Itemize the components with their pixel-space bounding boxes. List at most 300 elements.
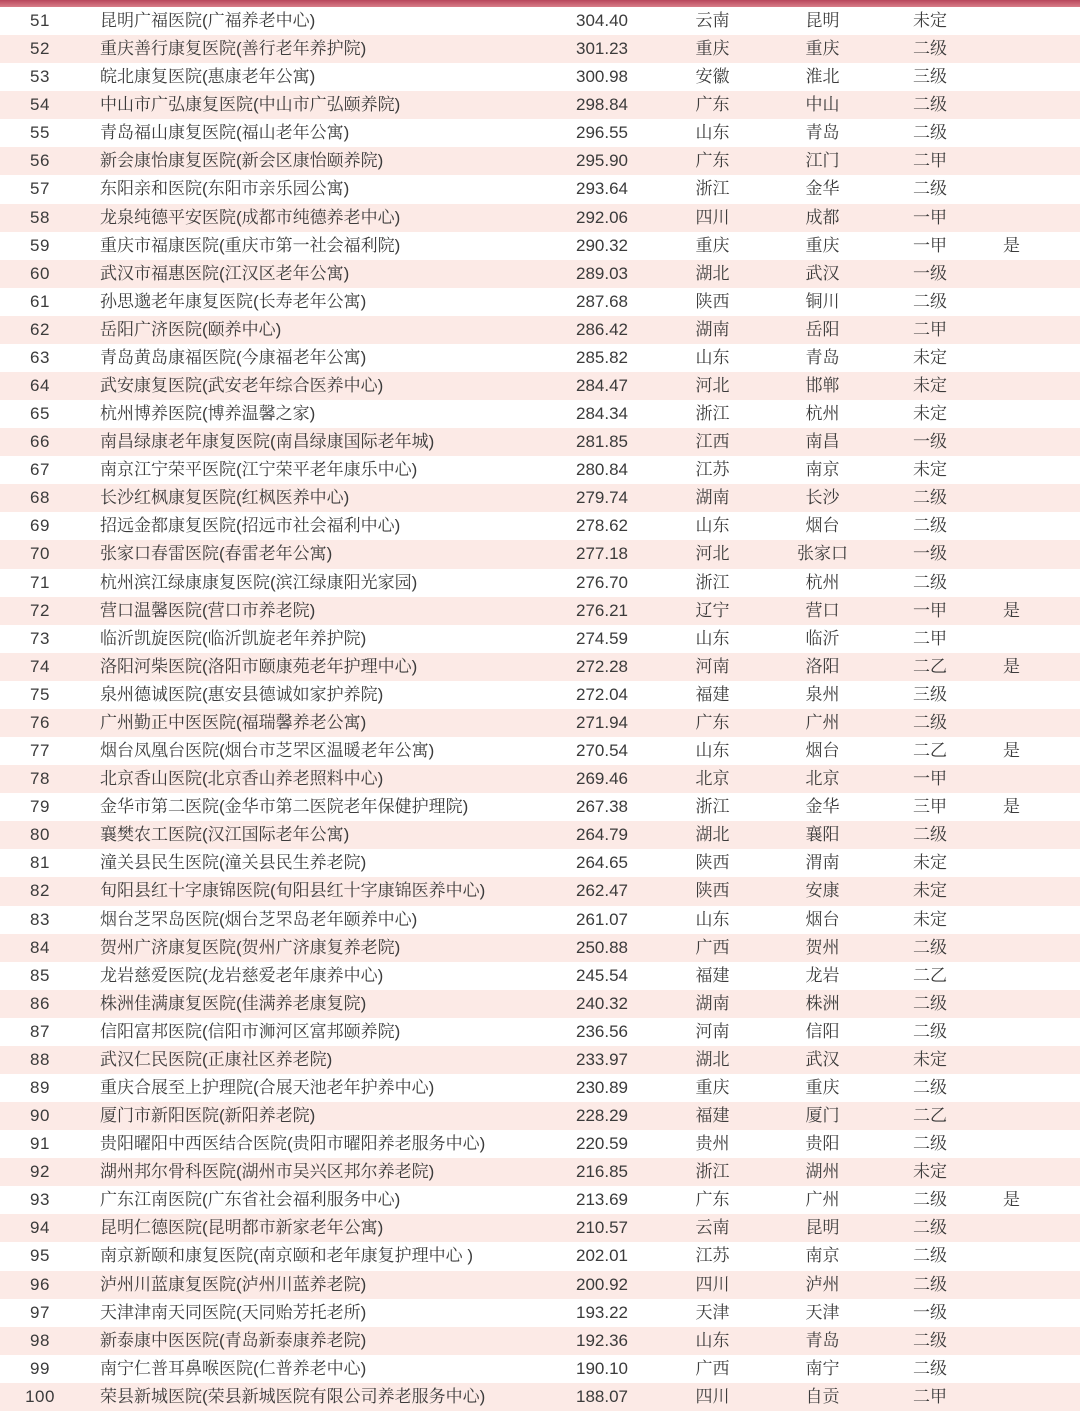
score-cell: 261.07 (576, 909, 628, 929)
hospital-name-cell: 襄樊农工医院(汉江国际老年公寓) (100, 825, 350, 845)
hospital-name-cell: 招远金都康复医院(招远市社会福利中心) (100, 516, 401, 536)
table-row (0, 906, 1080, 934)
rank-cell: 93 (30, 1190, 50, 1210)
hospital-name-cell: 泉州德诚医院(惠安县德诚如家护养院) (100, 684, 384, 704)
city-cell: 杭州 (805, 572, 840, 592)
rank-cell: 69 (30, 516, 50, 536)
city-cell: 安康 (805, 881, 840, 901)
level-cell: 一级 (913, 1302, 947, 1322)
hospital-name-cell: 皖北康复医院(惠康老年公寓) (100, 67, 316, 87)
hospital-name-cell: 昆明广福医院(广福养老中心) (100, 11, 316, 30)
city-cell: 南宁 (805, 1358, 840, 1378)
mark-cell: 是 (1003, 235, 1020, 255)
province-cell: 山东 (695, 741, 730, 761)
hospital-name-cell: 东阳亲和医院(东阳市亲乐园公寓) (100, 179, 350, 199)
level-cell: 二甲 (913, 319, 947, 339)
score-cell: 267.38 (576, 797, 628, 817)
score-cell: 296.55 (576, 123, 628, 143)
level-cell: 三级 (913, 67, 947, 87)
table-row (0, 147, 1080, 175)
mark-cell: 是 (1003, 600, 1020, 620)
level-cell: 一级 (913, 432, 947, 452)
mark-cell: 是 (1003, 656, 1020, 676)
city-cell: 成都 (805, 207, 840, 227)
province-cell: 广西 (695, 937, 730, 957)
province-cell: 广东 (695, 712, 730, 732)
province-cell: 山东 (695, 1330, 730, 1350)
rank-cell: 73 (30, 628, 50, 648)
hospital-name-cell: 武安康复医院(武安老年综合医养中心) (100, 376, 384, 396)
table-row (0, 569, 1080, 597)
table-row (0, 119, 1080, 147)
province-cell: 山东 (695, 628, 730, 648)
province-cell: 湖北 (695, 825, 730, 845)
city-cell: 广州 (805, 1190, 840, 1210)
table-row (0, 990, 1080, 1018)
hospital-name-cell: 贺州广济康复医院(贺州广济康复养老院) (100, 937, 401, 957)
province-cell: 山东 (695, 909, 730, 929)
hospital-name-cell: 株洲佳满康复医院(佳满养老康复院) (100, 993, 367, 1013)
city-cell: 烟台 (805, 741, 840, 761)
level-cell: 未定 (913, 881, 947, 901)
score-cell: 280.84 (576, 460, 628, 480)
city-cell: 厦门 (805, 1106, 840, 1126)
hospital-name-cell: 昆明仁德医院(昆明都市新家老年公寓) (100, 1218, 384, 1238)
table-row (0, 232, 1080, 260)
city-cell: 武汉 (805, 263, 840, 283)
score-cell: 220.59 (576, 1134, 628, 1154)
level-cell: 未定 (913, 404, 947, 424)
score-cell: 289.03 (576, 263, 628, 283)
level-cell: 一级 (913, 544, 947, 564)
score-cell: 286.42 (576, 319, 628, 339)
province-cell: 江苏 (695, 460, 730, 480)
province-cell: 福建 (695, 965, 730, 985)
rank-cell: 56 (30, 151, 50, 171)
city-cell: 青岛 (805, 123, 840, 143)
table-row (0, 1383, 1080, 1411)
province-cell: 天津 (695, 1302, 730, 1322)
rank-cell: 83 (30, 909, 50, 929)
hospital-name-cell: 广州勤正中医医院(福瑞馨养老公寓) (100, 712, 367, 732)
province-cell: 重庆 (695, 235, 730, 255)
score-cell: 262.47 (576, 881, 628, 901)
hospital-name-cell: 重庆合展至上护理院(合展天池老年护养中心) (100, 1077, 435, 1097)
city-cell: 贵阳 (805, 1134, 840, 1154)
level-cell: 未定 (913, 909, 947, 929)
city-cell: 金华 (805, 179, 840, 199)
hospital-name-cell: 南京江宁荣平医院(江宁荣平老年康乐中心) (100, 460, 418, 480)
rank-cell: 64 (30, 376, 50, 396)
table-row (0, 344, 1080, 372)
city-cell: 龙岩 (805, 965, 840, 985)
city-cell: 长沙 (805, 488, 840, 508)
province-cell: 北京 (695, 769, 730, 789)
province-cell: 浙江 (695, 404, 730, 424)
level-cell: 二级 (913, 488, 947, 508)
rank-cell: 90 (30, 1106, 50, 1126)
city-cell: 湖州 (805, 1162, 840, 1182)
level-cell: 二甲 (913, 628, 947, 648)
table-row (0, 175, 1080, 203)
score-cell: 279.74 (576, 488, 628, 508)
hospital-name-cell: 营口温馨医院(营口市养老院) (100, 600, 316, 620)
score-cell: 213.69 (576, 1190, 628, 1210)
level-cell: 二级 (913, 516, 947, 536)
province-cell: 江西 (695, 432, 730, 452)
province-cell: 辽宁 (695, 600, 730, 620)
level-cell: 二级 (913, 1077, 947, 1097)
rank-cell: 80 (30, 825, 50, 845)
city-cell: 洛阳 (805, 656, 840, 676)
hospital-name-cell: 新会康怡康复医院(新会区康怡颐养院) (100, 151, 384, 171)
province-cell: 浙江 (695, 572, 730, 592)
city-cell: 渭南 (805, 853, 840, 873)
level-cell: 二级 (913, 572, 947, 592)
city-cell: 武汉 (805, 1049, 840, 1069)
score-cell: 200.92 (576, 1274, 628, 1294)
rank-cell: 52 (30, 39, 50, 59)
table-row (0, 765, 1080, 793)
city-cell: 重庆 (805, 39, 840, 59)
rank-cell: 89 (30, 1077, 50, 1097)
rank-cell: 91 (30, 1134, 50, 1154)
hospital-name-cell: 旬阳县红十字康锦医院(旬阳县红十字康锦医养中心) (100, 881, 486, 901)
score-cell: 271.94 (576, 712, 628, 732)
level-cell: 二级 (913, 937, 947, 957)
province-cell: 湖南 (695, 319, 730, 339)
province-cell: 山东 (695, 516, 730, 536)
province-cell: 云南 (695, 11, 730, 30)
score-cell: 264.65 (576, 853, 628, 873)
rank-cell: 74 (30, 656, 50, 676)
hospital-name-cell: 青岛黄岛康福医院(今康福老年公寓) (100, 347, 367, 367)
table-row (0, 1299, 1080, 1327)
province-cell: 河南 (695, 1021, 730, 1041)
score-cell: 274.59 (576, 628, 628, 648)
level-cell: 未定 (913, 1162, 947, 1182)
city-cell: 南京 (805, 460, 840, 480)
rank-cell: 70 (30, 544, 50, 564)
rank-cell: 94 (30, 1218, 50, 1238)
hospital-name-cell: 烟台芝罘岛医院(烟台芝罘岛老年颐养中心) (100, 909, 418, 929)
city-cell: 中山 (805, 95, 840, 115)
table-row (0, 1214, 1080, 1242)
table-row (0, 962, 1080, 990)
province-cell: 江苏 (695, 1246, 730, 1266)
level-cell: 一级 (913, 263, 947, 283)
level-cell: 二乙 (913, 741, 947, 761)
score-cell: 236.56 (576, 1021, 628, 1041)
hospital-ranking-table (0, 7, 1080, 1411)
city-cell: 重庆 (805, 235, 840, 255)
level-cell: 一甲 (913, 235, 947, 255)
score-cell: 202.01 (576, 1246, 628, 1266)
level-cell: 二级 (913, 712, 947, 732)
score-cell: 304.40 (576, 11, 628, 30)
table-row (0, 1242, 1080, 1270)
score-cell: 192.36 (576, 1330, 628, 1350)
mark-cell: 是 (1003, 797, 1020, 817)
level-cell: 一甲 (913, 207, 947, 227)
table-row (0, 288, 1080, 316)
rank-cell: 66 (30, 432, 50, 452)
province-cell: 四川 (695, 207, 730, 227)
hospital-name-cell: 贵阳曜阳中西医结合医院(贵阳市曜阳养老服务中心) (100, 1134, 486, 1154)
table-row (0, 204, 1080, 232)
city-cell: 南京 (805, 1246, 840, 1266)
level-cell: 未定 (913, 853, 947, 873)
rank-cell: 88 (30, 1049, 50, 1069)
level-cell: 未定 (913, 11, 947, 30)
hospital-name-cell: 重庆市福康医院(重庆市第一社会福利院) (100, 235, 401, 255)
hospital-name-cell: 厦门市新阳医院(新阳养老院) (100, 1106, 316, 1126)
rank-cell: 67 (30, 460, 50, 480)
city-cell: 邯郸 (805, 376, 840, 396)
rank-cell: 87 (30, 1021, 50, 1041)
table-row (0, 1018, 1080, 1046)
level-cell: 二级 (913, 1274, 947, 1294)
province-cell: 湖北 (695, 1049, 730, 1069)
table-row (0, 653, 1080, 681)
rank-cell: 96 (30, 1274, 50, 1294)
province-cell: 福建 (695, 684, 730, 704)
province-cell: 重庆 (695, 39, 730, 59)
province-cell: 湖南 (695, 488, 730, 508)
level-cell: 二级 (913, 993, 947, 1013)
hospital-name-cell: 南昌绿康老年康复医院(南昌绿康国际老年城) (100, 432, 435, 452)
city-cell: 北京 (805, 769, 840, 789)
hospital-name-cell: 烟台凤凰台医院(烟台市芝罘区温暖老年公寓) (100, 741, 435, 761)
rank-cell: 62 (30, 319, 50, 339)
hospital-name-cell: 杭州博养医院(博养温馨之家) (100, 404, 316, 424)
rank-cell: 86 (30, 993, 50, 1013)
hospital-name-cell: 青岛福山康复医院(福山老年公寓) (100, 123, 350, 143)
province-cell: 重庆 (695, 1077, 730, 1097)
score-cell: 270.54 (576, 741, 628, 761)
score-cell: 276.21 (576, 600, 628, 620)
level-cell: 未定 (913, 460, 947, 480)
score-cell: 240.32 (576, 993, 628, 1013)
city-cell: 铜川 (805, 291, 840, 311)
rank-cell: 58 (30, 207, 50, 227)
city-cell: 淮北 (805, 67, 840, 87)
hospital-name-cell: 天津津南天同医院(天同贻芳托老所) (100, 1302, 367, 1322)
rank-cell: 81 (30, 853, 50, 873)
score-cell: 210.57 (576, 1218, 628, 1238)
score-cell: 188.07 (576, 1386, 628, 1406)
table-row (0, 1271, 1080, 1299)
province-cell: 广东 (695, 95, 730, 115)
province-cell: 福建 (695, 1106, 730, 1126)
rank-cell: 65 (30, 404, 50, 424)
hospital-name-cell: 洛阳河柴医院(洛阳市颐康苑老年护理中心) (100, 656, 418, 676)
hospital-name-cell: 北京香山医院(北京香山养老照料中心) (100, 769, 384, 789)
table-row (0, 428, 1080, 456)
level-cell: 二级 (913, 1330, 947, 1350)
level-cell: 二级 (913, 1358, 947, 1378)
top-red-bar (0, 0, 1080, 7)
table-row (0, 540, 1080, 568)
hospital-name-cell: 杭州滨江绿康康复医院(滨江绿康阳光家园) (100, 572, 418, 592)
table-row (0, 400, 1080, 428)
rank-cell: 76 (30, 712, 50, 732)
level-cell: 一甲 (913, 600, 947, 620)
rank-cell: 59 (30, 235, 50, 255)
city-cell: 株洲 (805, 993, 840, 1013)
province-cell: 贵州 (695, 1134, 730, 1154)
mark-cell: 是 (1003, 741, 1020, 761)
hospital-name-cell: 潼关县民生医院(潼关县民生养老院) (100, 853, 367, 873)
score-cell: 278.62 (576, 516, 628, 536)
rank-cell: 99 (30, 1358, 50, 1378)
score-cell: 284.47 (576, 376, 628, 396)
city-cell: 杭州 (805, 404, 840, 424)
score-cell: 272.28 (576, 656, 628, 676)
mark-cell: 是 (1003, 1190, 1020, 1210)
level-cell: 二级 (913, 1190, 947, 1210)
score-cell: 230.89 (576, 1077, 628, 1097)
hospital-name-cell: 新泰康中医医院(青岛新泰康养老院) (100, 1330, 367, 1350)
rank-cell: 85 (30, 965, 50, 985)
city-cell: 青岛 (805, 1330, 840, 1350)
city-cell: 昆明 (805, 1218, 840, 1238)
table-row (0, 849, 1080, 877)
city-cell: 天津 (805, 1302, 840, 1322)
score-cell: 293.64 (576, 179, 628, 199)
rank-cell: 53 (30, 67, 50, 87)
table-row (0, 1130, 1080, 1158)
province-cell: 陕西 (695, 881, 730, 901)
city-cell: 张家口 (797, 544, 848, 564)
city-cell: 烟台 (805, 516, 840, 536)
level-cell: 未定 (913, 376, 947, 396)
level-cell: 未定 (913, 347, 947, 367)
city-cell: 昆明 (805, 11, 840, 30)
table-row (0, 877, 1080, 905)
level-cell: 二级 (913, 39, 947, 59)
table-row (0, 1102, 1080, 1130)
score-cell: 276.70 (576, 572, 628, 592)
score-cell: 190.10 (576, 1358, 628, 1378)
province-cell: 广东 (695, 1190, 730, 1210)
level-cell: 二级 (913, 95, 947, 115)
hospital-name-cell: 重庆善行康复医院(善行老年养护院) (100, 39, 367, 59)
hospital-name-cell: 信阳富邦医院(信阳市浉河区富邦颐养院) (100, 1021, 401, 1041)
rank-cell: 98 (30, 1330, 50, 1350)
table-row (0, 1074, 1080, 1102)
rank-cell: 68 (30, 488, 50, 508)
level-cell: 二级 (913, 1021, 947, 1041)
rank-cell: 55 (30, 123, 50, 143)
level-cell: 二级 (913, 179, 947, 199)
province-cell: 广东 (695, 151, 730, 171)
hospital-name-cell: 张家口春雷医院(春雷老年公寓) (100, 544, 333, 564)
city-cell: 青岛 (805, 347, 840, 367)
city-cell: 南昌 (805, 432, 840, 452)
province-cell: 浙江 (695, 179, 730, 199)
level-cell: 三甲 (913, 797, 947, 817)
province-cell: 河北 (695, 544, 730, 564)
level-cell: 一甲 (913, 769, 947, 789)
table-row (0, 709, 1080, 737)
score-cell: 216.85 (576, 1162, 628, 1182)
rank-cell: 61 (30, 291, 50, 311)
table-row (0, 91, 1080, 119)
level-cell: 二级 (913, 1246, 947, 1266)
level-cell: 二甲 (913, 151, 947, 171)
level-cell: 二乙 (913, 1106, 947, 1126)
table-row (0, 934, 1080, 962)
hospital-name-cell: 南京新颐和康复医院(南京颐和老年康复护理中心 ) (100, 1246, 474, 1266)
hospital-name-cell: 荣县新城医院(荣县新城医院有限公司养老服务中心) (100, 1386, 486, 1406)
rank-cell: 82 (30, 881, 50, 901)
table-row (0, 597, 1080, 625)
score-cell: 300.98 (576, 67, 628, 87)
rank-cell: 79 (30, 797, 50, 817)
rank-cell: 95 (30, 1246, 50, 1266)
rank-cell: 60 (30, 263, 50, 283)
rank-cell: 84 (30, 937, 50, 957)
level-cell: 三级 (913, 684, 947, 704)
table-row (0, 821, 1080, 849)
score-cell: 193.22 (576, 1302, 628, 1322)
table-row (0, 7, 1080, 35)
city-cell: 泸州 (805, 1274, 840, 1294)
city-cell: 贺州 (805, 937, 840, 957)
table-row (0, 681, 1080, 709)
score-cell: 281.85 (576, 432, 628, 452)
province-cell: 湖南 (695, 993, 730, 1013)
score-cell: 298.84 (576, 95, 628, 115)
province-cell: 云南 (695, 1218, 730, 1238)
province-cell: 四川 (695, 1386, 730, 1406)
score-cell: 250.88 (576, 937, 628, 957)
table-row (0, 625, 1080, 653)
city-cell: 自贡 (805, 1386, 840, 1406)
hospital-name-cell: 龙泉纯德平安医院(成都市纯德养老中心) (100, 207, 401, 227)
rank-cell: 57 (30, 179, 50, 199)
city-cell: 襄阳 (805, 825, 840, 845)
score-cell: 277.18 (576, 544, 628, 564)
province-cell: 湖北 (695, 263, 730, 283)
hospital-name-cell: 龙岩慈爱医院(龙岩慈爱老年康养中心) (100, 965, 384, 985)
rank-cell: 97 (30, 1302, 50, 1322)
province-cell: 四川 (695, 1274, 730, 1294)
table-row (0, 35, 1080, 63)
hospital-name-cell: 南宁仁普耳鼻喉医院(仁普养老中心) (100, 1358, 367, 1378)
province-cell: 陕西 (695, 853, 730, 873)
city-cell: 泉州 (805, 684, 840, 704)
hospital-name-cell: 泸州川蓝康复医院(泸州川蓝养老院) (100, 1274, 367, 1294)
table-row (0, 793, 1080, 821)
hospital-name-cell: 临沂凯旋医院(临沂凯旋老年养护院) (100, 628, 367, 648)
hospital-name-cell: 岳阳广济医院(颐养中心) (100, 319, 282, 339)
score-cell: 272.04 (576, 684, 628, 704)
rank-cell: 100 (25, 1386, 55, 1406)
table-row (0, 1355, 1080, 1383)
score-cell: 233.97 (576, 1049, 628, 1069)
city-cell: 营口 (805, 600, 840, 620)
level-cell: 二级 (913, 1218, 947, 1238)
table-row (0, 1046, 1080, 1074)
hospital-name-cell: 武汉市福惠医院(江汉区老年公寓) (100, 263, 350, 283)
table-row (0, 456, 1080, 484)
hospital-name-cell: 广东江南医院(广东省社会福利服务中心) (100, 1190, 401, 1210)
score-cell: 290.32 (576, 235, 628, 255)
city-cell: 信阳 (805, 1021, 840, 1041)
city-cell: 金华 (805, 797, 840, 817)
